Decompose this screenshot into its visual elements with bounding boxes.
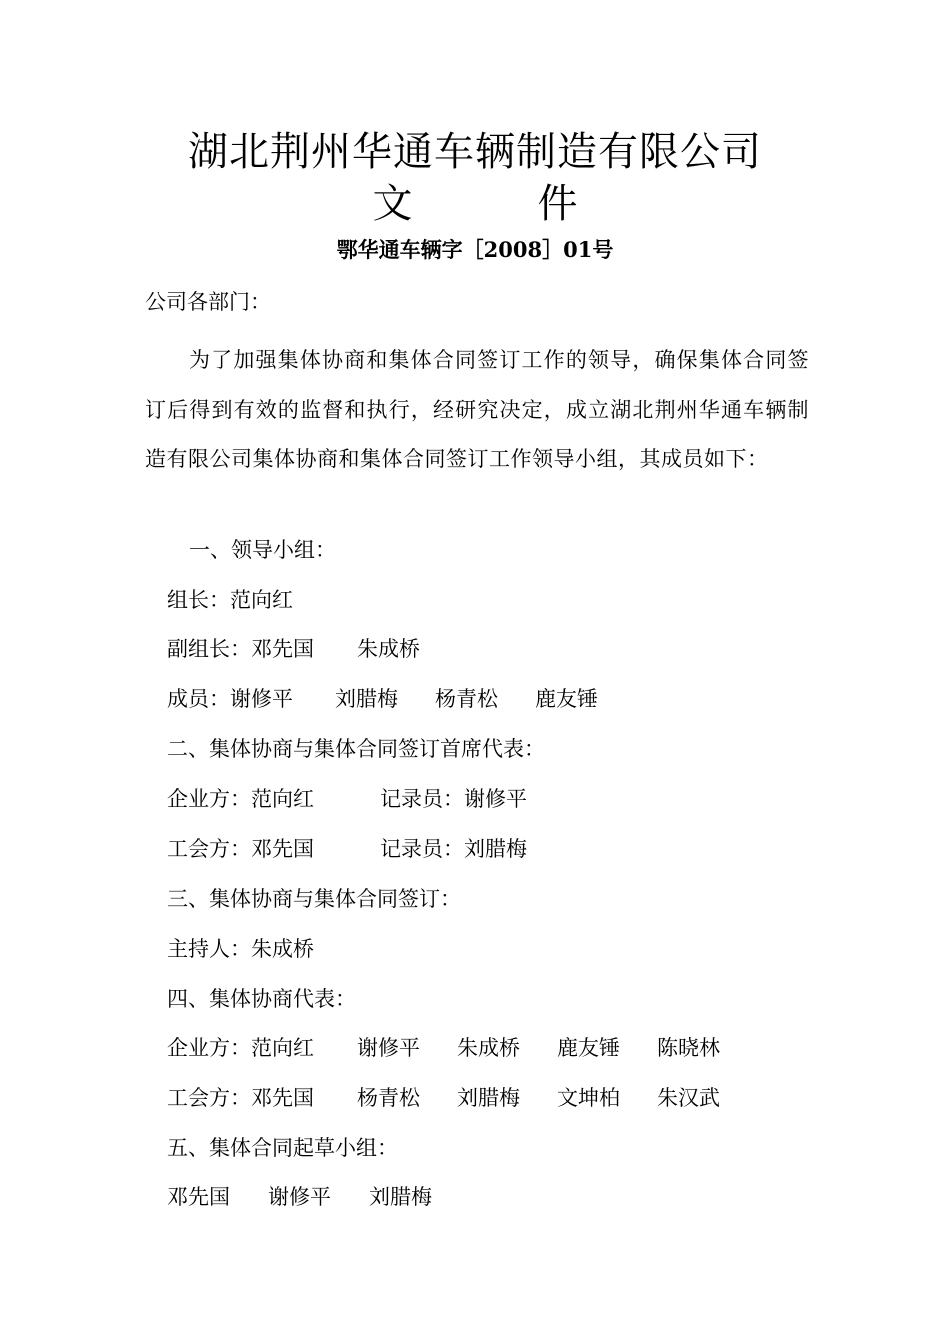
intro-paragraph: 为了加强集体协商和集体合同签订工作的领导，确保集体合同签订后得到有效的监督和执行，经研究决定，成立湖北荆州华通车辆制造有限公司集体协商和集体合同签订工作领导小组，其成员如下： [145, 348, 809, 471]
section-2-union-row [167, 834, 527, 864]
section-2-heading: 二、集体协商与集体合同签订首席代表： [167, 737, 545, 761]
section-4-union-member: 杨青松 [357, 1086, 420, 1110]
document-number: 鄂华通车辆字［2008］01号 [336, 237, 614, 262]
section-2-union: 工会方：邓先国 [167, 837, 314, 861]
section-1-members-row [167, 684, 598, 714]
section-4-enterprise-row [167, 1033, 720, 1063]
section-4-union-member: 文坤柏 [557, 1086, 620, 1110]
section-3-heading: 三、集体协商与集体合同签订： [167, 887, 461, 911]
section-2-enterprise: 企业方：范向红 [167, 787, 314, 811]
section-5-members-row [167, 1182, 432, 1212]
company-title: 湖北荆州华通车辆制造有限公司 [188, 129, 762, 175]
section-1-member: 杨青松 [435, 687, 498, 711]
section-1-deputy: 副组长：邓先国 [167, 637, 314, 661]
section-4-enterprise-member: 鹿友锤 [557, 1036, 620, 1060]
section-1-member-label: 成员：谢修平 [167, 687, 293, 711]
section-4-enterprise-member: 陈晓林 [657, 1036, 720, 1060]
section-1-member: 鹿友锤 [535, 687, 598, 711]
section-4-union-member: 朱汉武 [657, 1086, 720, 1110]
section-5-member: 谢修平 [268, 1185, 331, 1209]
section-2-enterprise-recorder: 记录员：谢修平 [380, 787, 527, 811]
document-type-title [0, 180, 950, 228]
section-1-heading: 一、领导小组： [189, 538, 336, 562]
section-4-union-label: 工会方：邓先国 [167, 1086, 314, 1110]
section-1-member: 刘腊梅 [335, 687, 398, 711]
section-5-member: 邓先国 [167, 1185, 230, 1209]
section-1-leader: 组长：范向红 [167, 588, 293, 612]
document-type-word-1: 文 [372, 181, 413, 227]
section-4-enterprise-member: 谢修平 [357, 1036, 420, 1060]
section-4-union-member: 刘腊梅 [457, 1086, 520, 1110]
section-4-heading: 四、集体协商代表： [167, 987, 356, 1011]
section-4-union-row [167, 1083, 720, 1113]
section-2-union-recorder: 记录员：刘腊梅 [380, 837, 527, 861]
section-4-enterprise-member: 朱成桥 [457, 1036, 520, 1060]
section-5-member: 刘腊梅 [369, 1185, 432, 1209]
section-3-host: 主持人：朱成桥 [167, 937, 314, 961]
salutation: 公司各部门： [145, 290, 271, 314]
section-5-heading: 五、集体合同起草小组： [167, 1136, 398, 1160]
section-2-enterprise-row [167, 784, 527, 814]
section-1-deputy-row [167, 634, 420, 664]
section-4-enterprise-label: 企业方：范向红 [167, 1036, 314, 1060]
document-type-word-2: 件 [537, 181, 578, 227]
section-1-deputy-2: 朱成桥 [357, 637, 420, 661]
